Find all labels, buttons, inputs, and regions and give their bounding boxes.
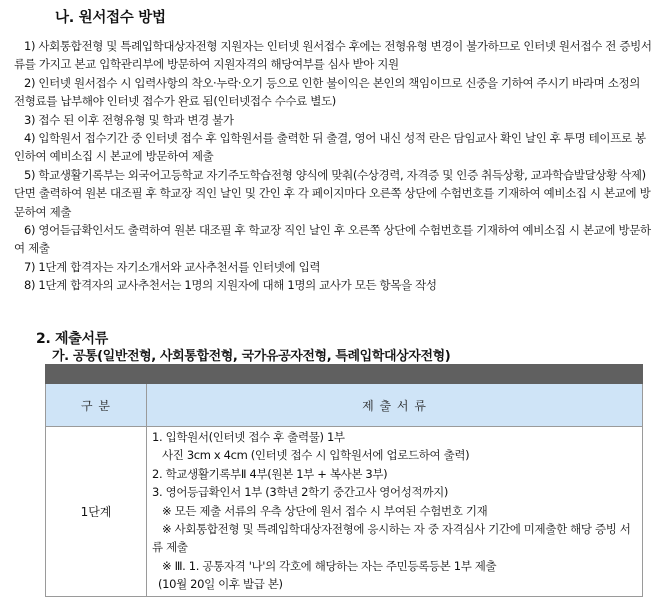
document-line: ※ Ⅲ. 1. 공통자격 '나'의 각호에 해당하는 자는 주민등록등본 1부 제출 xyxy=(162,558,497,573)
application-method-list xyxy=(14,37,654,295)
document-line: ※ 모든 제출 서류의 우측 상단에 원서 접수 시 부여된 수험번호 기재 xyxy=(162,503,488,518)
section2-subtitle: 가. 공통(일반전형, 사회통합전형, 국가유공자전형, 특례입학대상자전형) xyxy=(52,349,451,364)
document-line: (10월 20일 이후 발급 본) xyxy=(158,577,283,592)
list-item: 8) 1단계 합격자의 교사추천서는 1명의 지원자에 대해 1명의 교사가 모든 항목을 작성 xyxy=(24,278,437,293)
list-item: 1) 사회통합전형 및 특례입학대상자전형 지원자는 인터넷 원서접수 후에는 전형유형 변경이 불가하므로 인터넷 원서접수 전 증빙서류를 가지고 본교 입학관리부에 방문하여 지원자격의 해당여부를 심사 받아 지원 xyxy=(14,39,652,72)
list-item: 3) 접수 된 이후 전형유형 및 학과 변경 불가 xyxy=(24,112,234,127)
documents-table xyxy=(45,364,643,597)
header-category: 구 분 xyxy=(46,384,147,427)
document-line: 2. 학교생활기록부Ⅱ 4부(원본 1부 + 복사본 3부) xyxy=(152,466,388,481)
header-documents: 제 출 서 류 xyxy=(147,384,643,427)
document-line: ※ 사회통합전형 및 특례입학대상자전형에 응시하는 자 중 자격심사 기간에 미제출한 해당 증빙 서류 제출 xyxy=(152,522,631,555)
section2-title: 2. 제출서류 xyxy=(36,331,108,347)
documents-cell xyxy=(147,427,643,597)
list-item: 4) 입학원서 접수기간 중 인터넷 접수 후 입학원서를 출력한 뒤 출결, 영어 내신 성적 란은 담임교사 확인 날인 후 투명 테이프로 봉인하여 예비소집 시 본교에 방문하여 제출 xyxy=(14,131,646,164)
document-line: 1. 입학원서(인터넷 접수 후 출력물) 1부 xyxy=(152,430,345,444)
section-title: 나. 원서접수 방법 xyxy=(55,10,166,26)
list-item: 7) 1단계 합격자는 자기소개서와 교사추천서를 인터넷에 입력 xyxy=(24,259,321,274)
document-line: 3. 영어등급확인서 1부 (3학년 2학기 중간고사 영어성적까지) xyxy=(152,485,448,500)
table-row xyxy=(46,427,643,597)
table-header-row xyxy=(46,384,643,427)
document-line: 사진 3cm x 4cm (인터넷 접수 시 입학원서에 업로드하여 출력) xyxy=(162,448,470,463)
list-item: 5) 학교생활기록부는 외국어고등학교 자기주도학습전형 양식에 맞춰(수상경력, 자격증 및 인증 취득상황, 교과학습발달상황 삭제) 단면 출력하여 원본 대조필 후 학교장 직인 날인 및 간인 후 각 페이지마다 오른쪽 상단에 수험번호를 기재하여 예비소집 시 본교에 방문하여 제출 xyxy=(14,167,651,219)
table-top-bar xyxy=(46,365,643,384)
list-item: 2) 인터넷 원서접수 시 입력사항의 착오·누락·오기 등으로 인한 불이익은 본인의 책임이므로 신중을 기하여 주시기 바라며 소정의 전형료를 납부해야 인터넷 접수가 완료 됨(인터넷접수 수수료 별도) xyxy=(14,75,641,109)
stage-cell: 1단계 xyxy=(46,427,147,597)
list-item: 6) 영어듣급확인서도 출력하여 원본 대조필 후 학교장 직인 날인 후 오른쪽 상단에 수험번호를 기재하여 예비소집 시 본교에 방문하여 제출 xyxy=(14,223,651,256)
